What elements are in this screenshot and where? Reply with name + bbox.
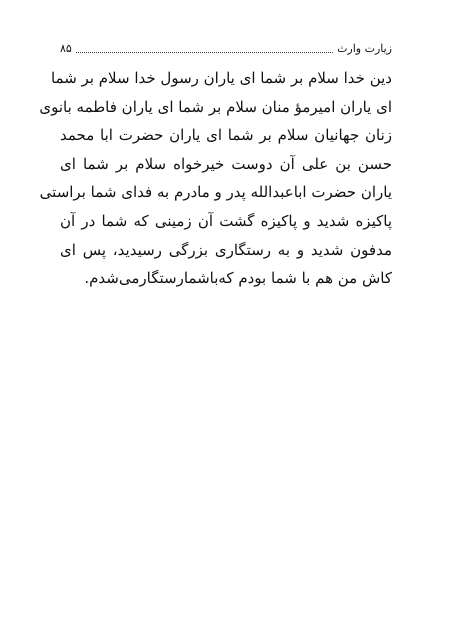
text-line: مدفون شدید و به رستگاری بزرگی رسیدید، پس ای — [60, 240, 392, 259]
text-line: کاش من هم با شما بودم که‌باشمارستگارمی‌شدم. — [84, 269, 392, 288]
text-line: حسن بن علی آن دوست خیرخواه سلام بر شما ای — [60, 154, 392, 173]
text-line: پاکیزه شدید و پاکیزه گشت آن زمینی که شما در آن — [60, 211, 392, 230]
text-line: ای یاران امیرمؤ منان سلام بر شما ای یاران فاطمه بانوی — [39, 97, 392, 116]
document-page — [39, 36, 392, 293]
page-number: ۸۵ — [60, 42, 72, 55]
body-text — [39, 64, 392, 293]
text-line: یاران حضرت اباعبدالله پدر و مادرم به فدای شما براستی — [39, 183, 392, 202]
header-leader-dots — [76, 42, 333, 53]
text-line: دین خدا سلام بر شما ای یاران رسول خدا سلام بر شما — [50, 69, 392, 87]
text-line: زنان جهانیان سلام بر شما ای یاران حضرت ابا محمد — [60, 126, 392, 145]
header-title: زیارت وارث — [337, 42, 392, 55]
running-header — [60, 36, 392, 56]
